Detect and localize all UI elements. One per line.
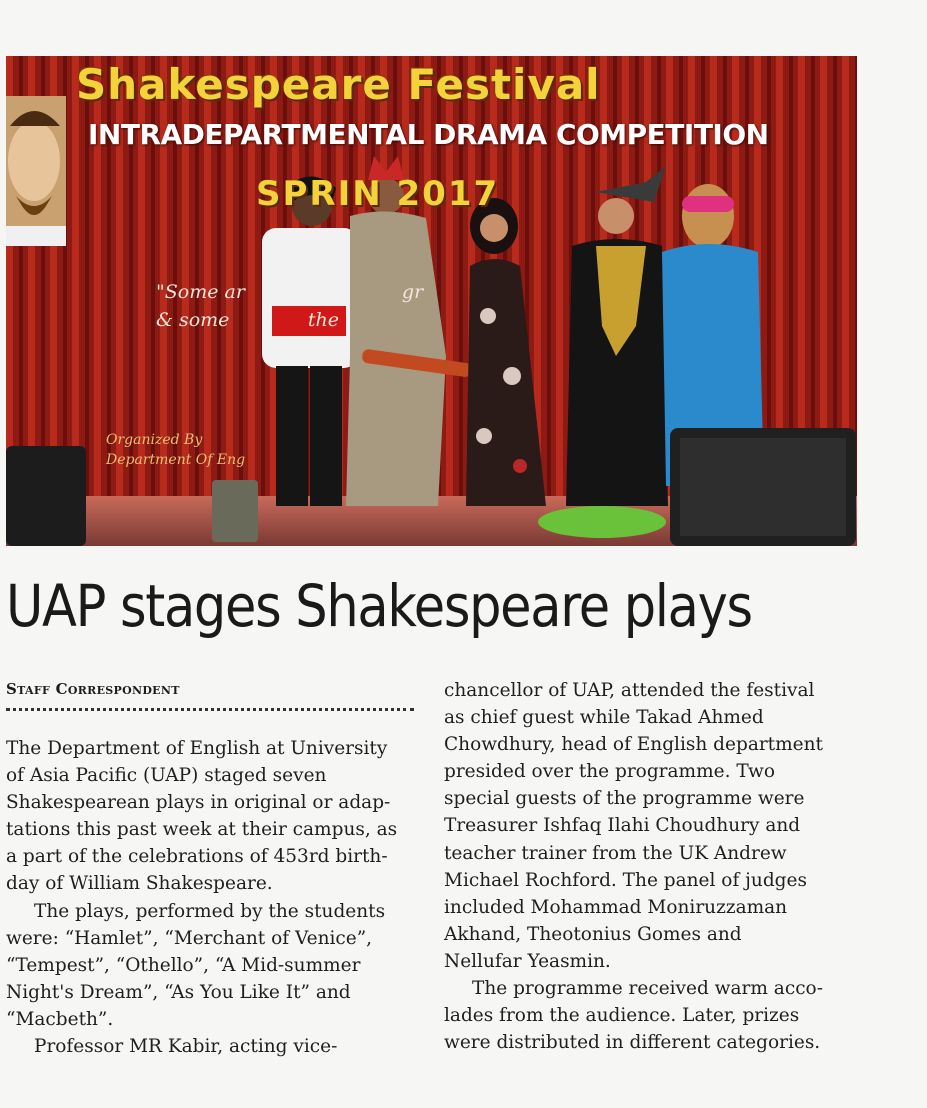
- banner-quote: "Some ar gr & some the: [156, 281, 424, 331]
- body-line: a part of the celebrations of 453rd birth-: [6, 846, 388, 868]
- banner-subtitle: INTRADEPARTMENTAL DRAMA COMPETITION: [88, 118, 769, 151]
- banner-season: SPRIN 2017: [256, 174, 500, 214]
- body-line: were distributed in different categories.: [444, 1032, 821, 1054]
- body-line: lades from the audience. Later, prizes: [444, 1005, 800, 1027]
- body-line: were: “Hamlet”, “Merchant of Venice”,: [6, 927, 373, 949]
- body-line: of Asia Pacific (UAP) staged seven: [6, 765, 327, 787]
- body-line: teacher trainer from the UK Andrew: [444, 842, 787, 864]
- banner-title: Shakespeare Festival: [76, 60, 601, 109]
- body-line: Shakespearean plays in original or adap-: [6, 792, 391, 814]
- banner-organizer: Organized By Department Of Eng: [106, 432, 246, 468]
- body-line: “Tempest”, “Othello”, “A Mid-summer: [6, 954, 361, 976]
- shakespeare-portrait-icon: [6, 96, 66, 246]
- body-line: included Mohammad Moniruzzaman: [444, 896, 788, 918]
- body-line: The plays, performed by the students: [34, 900, 386, 922]
- body-line: Treasurer Ishfaq Ilahi Choudhury and: [444, 815, 801, 837]
- article-headline: UAP stages Shakespeare plays: [6, 572, 752, 640]
- body-line: Akhand, Theotonius Gomes and: [444, 923, 742, 945]
- body-line: Michael Rochford. The panel of judges: [444, 869, 807, 891]
- body-line: tations this past week at their campus, as: [6, 819, 398, 841]
- stump-prop: [212, 480, 258, 542]
- body-line: Chowdhury, head of English department: [444, 734, 823, 756]
- body-line: The programme received warm acco-: [472, 978, 823, 1000]
- body-line: as chief guest while Takad Ahmed: [444, 707, 764, 729]
- body-line: “Macbeth”.: [6, 1008, 114, 1030]
- body-line: Night's Dream”, “As You Like It” and: [6, 981, 351, 1003]
- body-line: chancellor of UAP, attended the festival: [444, 680, 815, 701]
- body-line: The Department of English at University: [6, 738, 388, 759]
- body-line: special guests of the programme were: [444, 788, 805, 810]
- byline-divider: [6, 708, 414, 711]
- bush-prop: [538, 506, 666, 538]
- body-line: presided over the programme. Two: [444, 761, 775, 783]
- speaker-left-icon: [6, 446, 86, 546]
- article-column-left: [6, 735, 426, 1060]
- article-column-right: [444, 677, 864, 1056]
- body-line: day of William Shakespeare.: [6, 873, 273, 895]
- body-line: Nellufar Yeasmin.: [444, 950, 611, 972]
- body-line: Professor MR Kabir, acting vice-: [34, 1036, 338, 1058]
- article-byline: Staff Correspondent: [6, 680, 180, 698]
- stage-photo: [6, 56, 857, 546]
